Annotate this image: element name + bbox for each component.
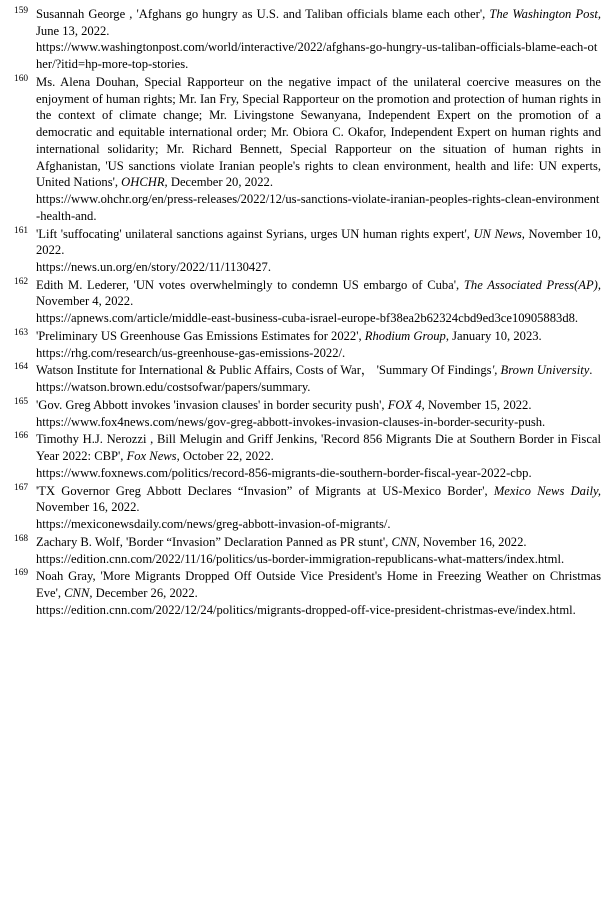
endnote: [14, 431, 601, 481]
endnote: [14, 277, 601, 327]
endnote-url[interactable]: https://edition.cnn.com/2022/11/16/politics/us-border-immigration-republicans-what-matters/index.html.: [36, 551, 565, 566]
endnote-segment: 'Preliminary US Greenhouse Gas Emissions Estimates for 2022',: [36, 328, 365, 343]
endnote-text: [36, 397, 601, 414]
endnote-text: [36, 568, 601, 601]
endnote-segment: The Associated Press(AP),: [463, 277, 601, 292]
endnote: [14, 568, 601, 618]
endnote-segment: Susannah George , 'Afghans go hungry as U.S. and Taliban officials blame each other',: [36, 7, 490, 21]
endnote: [14, 534, 601, 567]
endnote-segment: Zachary B. Wolf, 'Border “Invasion” Declaration Panned as PR stunt',: [36, 534, 392, 549]
endnote-segment: 'TX Governor Greg Abbott Declares “Invasion” of Migrants at US-Mexico Border',: [36, 483, 494, 498]
endnote-segment: November 16, 2022.: [36, 500, 140, 515]
endnote-segment: November 16, 2022.: [419, 534, 527, 549]
endnote-text: [36, 6, 601, 39]
endnote-segment: Watson Institute for International & Public Affairs, Costs of War， 'Summary Of Findings: [36, 363, 492, 378]
endnote-segment: Ms. Alena Douhan, Special Rapporteur on the negative impact of the unilateral coercive measures on the enjoyment of human rights; Mr. Ian Fry, Special Rapporteur on the promotion and protection of human rights in the context of climate change; Mr. Livingstone Sewanyana, Independent Expert on the promotion of a democratic and equitable international order; Mr. Obiora C. Okafor, Independent Expert on human rights and international solidarity; Mr. Richard Bennett, Special Rapporteur on the situation of human rights in Afghanistan, 'US sanctions violate Iranian people's rights to clean environment, health and life: UN experts, United Nations',: [36, 74, 601, 190]
endnote-segment: FOX 4,: [387, 397, 425, 412]
endnote-url[interactable]: https://rhg.com/research/us-greenhouse-gas-emissions-2022/.: [36, 345, 346, 360]
endnote-url[interactable]: https://www.fox4news.com/news/gov-greg-abbott-invokes-invasion-clauses-in-border-security-push.: [36, 414, 546, 429]
endnote-segment: 'Lift 'suffocating' unilateral sanctions against Syrians, urges UN human rights expert',: [36, 226, 474, 241]
endnote-url[interactable]: https://www.ohchr.org/en/press-releases/2022/12/us-sanctions-violate-iranian-peoples-rights-clean-environment-health-and.: [36, 192, 600, 223]
endnote-number: 159: [14, 6, 29, 16]
endnote: [14, 226, 601, 276]
endnote: [14, 362, 601, 395]
endnote-text: [36, 483, 601, 516]
endnote-url[interactable]: https://www.washingtonpost.com/world/interactive/2022/afghans-go-hungry-us-taliban-officials-blame-each-other/?itid=hp-more-top-stories.: [36, 40, 598, 72]
endnote-segment: October 22, 2022.: [179, 449, 274, 464]
endnote-segment: December 20, 2022.: [167, 175, 273, 190]
endnote-number: 167: [14, 482, 29, 493]
endnote-url[interactable]: https://watson.brown.edu/costsofwar/papers/summary.: [36, 380, 311, 395]
endnote-number: 161: [14, 225, 29, 236]
endnote-segment: UN News,: [473, 226, 525, 241]
endnote-number: 168: [14, 533, 29, 544]
endnote-segment: Fox News,: [126, 449, 180, 464]
endnote: [14, 74, 601, 225]
endnote: [14, 328, 601, 361]
endnote-segment: ', Brown University: [491, 363, 590, 378]
endnote-segment: November 10, 2022.: [36, 226, 601, 258]
endnote-text: [36, 328, 601, 345]
endnote-segment: November 15, 2022.: [424, 397, 532, 412]
endnote-segment: .: [589, 363, 593, 378]
endnote-number: 164: [14, 362, 29, 373]
endnote-number: 166: [14, 431, 29, 442]
endnote: [14, 397, 601, 430]
endnote-text: [36, 534, 601, 551]
endnote-text: [36, 362, 601, 379]
endnote-url[interactable]: https://apnews.com/article/middle-east-business-cuba-israel-europe-bf38ea2b62324cbd9ed3ce10905883d8.: [36, 311, 579, 326]
endnote-segment: Rhodium Group: [364, 328, 446, 343]
endnote-number: 169: [14, 568, 29, 579]
endnote-url[interactable]: https://edition.cnn.com/2022/12/24/politics/migrants-dropped-off-vice-president-christmas-eve/index.html.: [36, 602, 576, 617]
endnote-segment: The Washington Post,: [489, 7, 601, 21]
endnote-text: [36, 74, 601, 191]
endnote-segment: December 26, 2022.: [92, 585, 198, 600]
endnote-url[interactable]: https://mexiconewsdaily.com/news/greg-abbott-invasion-of-migrants/.: [36, 517, 391, 532]
endnote-url[interactable]: https://news.un.org/en/story/2022/11/1130427.: [36, 260, 271, 275]
endnote-list: [14, 6, 601, 618]
endnote-segment: Mexico News Daily,: [493, 483, 601, 498]
endnote-segment: Noah Gray, 'More Migrants Dropped Off Outside Vice President's Home in Freezing Weather on Christmas Eve',: [36, 569, 601, 600]
endnote-number: 162: [14, 276, 29, 287]
endnote-number: 163: [14, 327, 29, 338]
endnote-text: [36, 277, 601, 310]
endnote-number: 160: [14, 73, 29, 84]
endnote: [14, 6, 601, 73]
endnote-segment: June 13, 2022.: [36, 23, 110, 38]
endnote-segment: Timothy H.J. Nerozzi , Bill Melugin and Griff Jenkins, 'Record 856 Migrants Die at Southern Border in Fiscal Year 2022: CBP',: [36, 432, 601, 464]
endnote-segment: November 4, 2022.: [36, 294, 134, 309]
endnote-text: [36, 226, 601, 259]
endnote: [14, 483, 601, 533]
endnote-text: [36, 431, 601, 464]
endnote-segment: 'Gov. Greg Abbott invokes 'invasion clauses' in border security push',: [36, 397, 388, 412]
endnote-number: 165: [14, 396, 29, 407]
endnote-segment: CNN,: [391, 534, 420, 549]
endnote-segment: OHCHR,: [121, 175, 168, 190]
endnote-url[interactable]: https://www.foxnews.com/politics/record-856-migrants-die-southern-border-fiscal-year-2022-cbp.: [36, 465, 532, 480]
endnote-segment: Edith M. Lederer, 'UN votes overwhelmingly to condemn US embargo of Cuba',: [36, 277, 464, 292]
endnote-segment: CNN,: [64, 585, 93, 600]
endnote-segment: , January 10, 2023.: [445, 328, 542, 343]
